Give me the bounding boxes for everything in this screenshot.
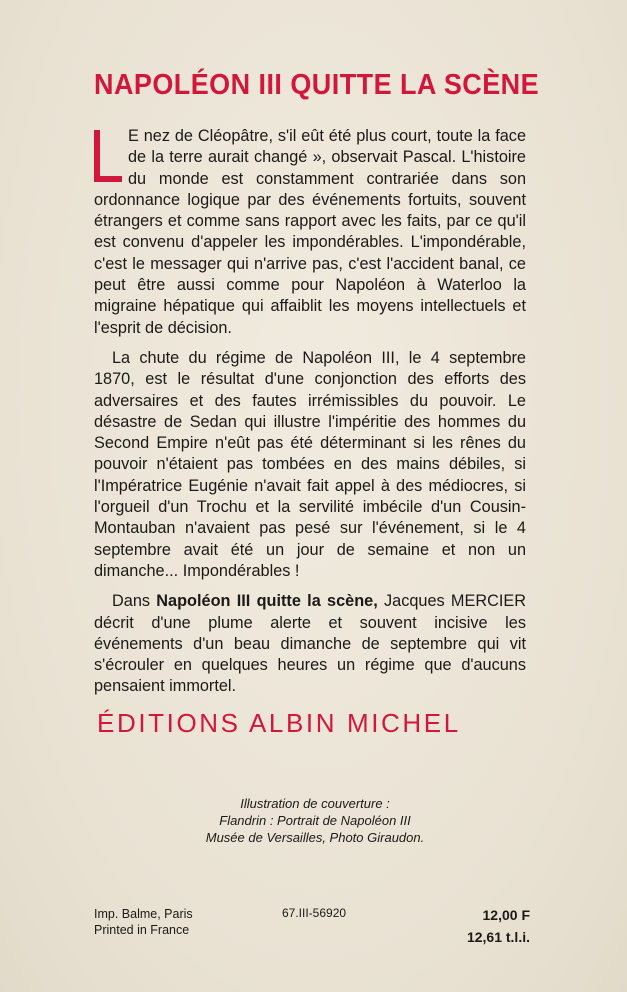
credits-line-2: Flandrin : Portrait de Napoléon III: [219, 813, 411, 828]
catalog-reference: 67.III-56920: [282, 906, 347, 920]
book-title: NAPOLÉON III QUITTE LA SCÈNE: [94, 69, 540, 101]
blurb-title-mention: Napoléon III quitte la scène,: [156, 592, 378, 611]
credits-line-1: Illustration de couverture :: [240, 796, 390, 811]
price-block: [450, 904, 530, 948]
blurb-paragraph-2: La chute du régime de Napoléon III, le 4 septembre 1870, est le résultat d'une conjonction des efforts des adversaires et des fautes irrémissibles du pouvoir. Le désastre de Sedan qui illustre l'impéritie des hommes du Second Empire n'eût pas été déterminant si les rênes du pouvoir n'étaient pas tombées en des mains débiles, si l'Impératrice Eugénie n'avait fait appel à des médiocres, si l'orgueil d'un Trochu et la servilité imbécile d'un Cousin-Montauban n'avaient pas pesé sur l'événement, si le 4 septembre avait été un jour de semaine et non un dimanche... Impondérables !: [94, 348, 526, 580]
blurb: [94, 126, 526, 707]
price-line-2: 12,61 t.l.i.: [466, 929, 530, 945]
dropcap-l-ornament: [94, 130, 122, 182]
imprint-line-1: Imp. Balme, Paris: [94, 907, 193, 921]
credits-line-3: Musée de Versailles, Photo Giraudon.: [205, 830, 425, 845]
blurb-paragraph-1-text: E nez de Cléopâtre, s'il eût été plus court, toute la face de la terre aurait changé », observait Pascal. L'histoire du monde est constamment contrariée dans son ordonnance logique par des événements fortuits, souvent étrangers et comme sans rapport avec les faits, par ce qu'il est convenu d'appeler les impondérables. L'impondérable, c'est le messager qui n'arrive pas, c'est l'accident banal, ce peut être aussi comme pour Napoléon à Waterloo la migraine hépatique qui affaiblit les moyens intellectuels et l'esprit de décision.: [94, 127, 526, 337]
cover-credits: [190, 795, 440, 846]
publisher-name: ÉDITIONS ALBIN MICHEL: [97, 708, 461, 738]
blurb-paragraph-1: [94, 126, 526, 339]
blurb-paragraph-3-end: Jacques MERCIER décrit d'une plume alerte et souvent incisive les événements d'un beau dimanche de septembre qui vit s'écrouler en quelques heures un régime que d'aucuns pensaient immortel.: [94, 592, 526, 696]
imprint-line-2: Printed in France: [94, 923, 190, 937]
printer-imprint: [94, 906, 193, 938]
blurb-paragraph-3-start: Dans: [112, 592, 157, 611]
blurb-paragraph-3: [94, 591, 526, 697]
price-line-1: 12,00 F: [482, 907, 530, 923]
